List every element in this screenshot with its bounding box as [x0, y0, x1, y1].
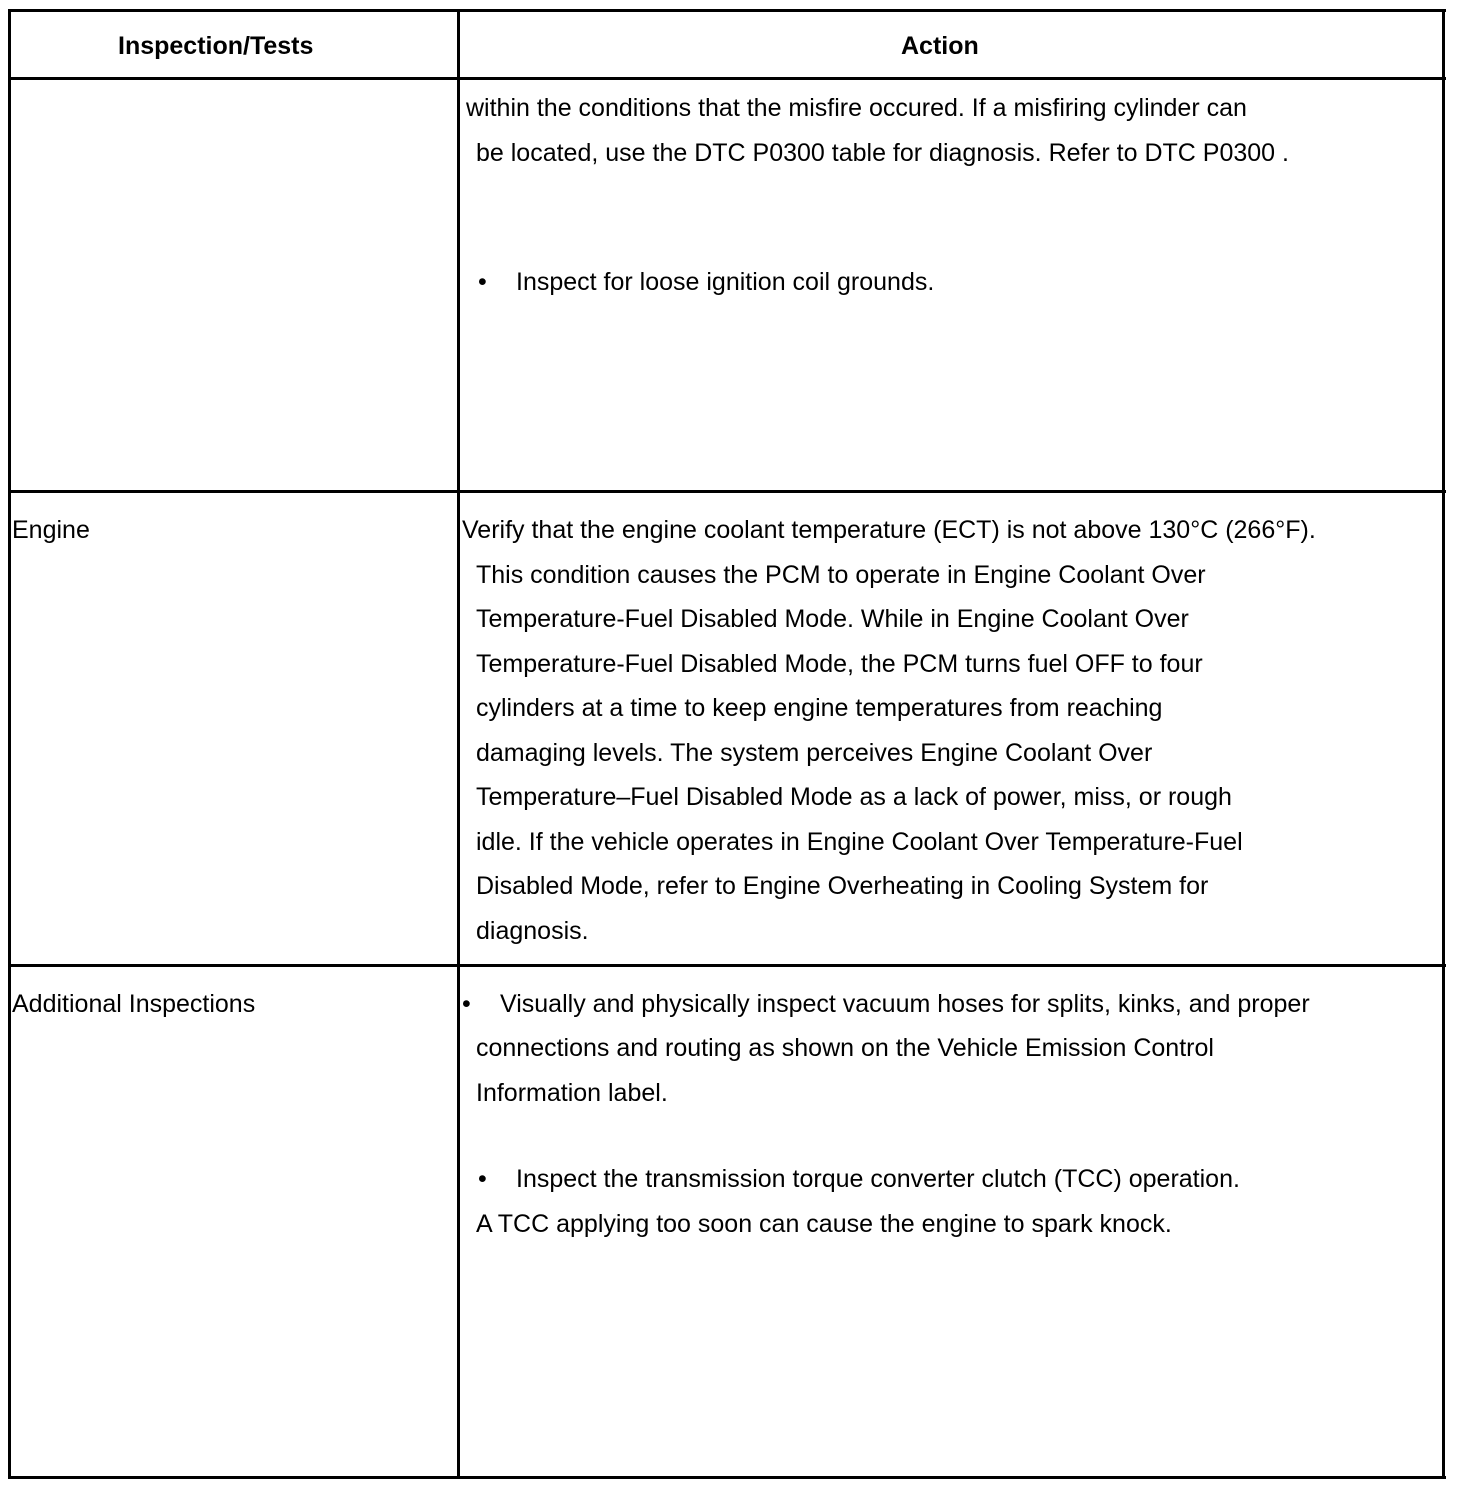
row2-action-line3: Temperature-Fuel Disabled Mode. While in Engine Coolant Over	[476, 605, 1189, 633]
row1-bullet-item	[478, 267, 934, 297]
row3-bullet2-continuation: A TCC applying too soon can cause the engine to spark knock.	[476, 1210, 1172, 1238]
header-action: Action	[901, 32, 979, 60]
row2-inspection-label: Engine	[12, 516, 90, 544]
row2-action-line8: idle. If the vehicle operates in Engine Coolant Over Temperature-Fuel	[476, 827, 1243, 856]
row2-action-line1: Verify that the engine coolant temperature (ECT) is not above 130°C (266°F).	[462, 516, 1316, 544]
row3-bullet1-text: Visually and physically inspect vacuum hoses for splits, kinks, and proper	[500, 990, 1310, 1018]
row3-inspection-label: Additional Inspections	[12, 990, 256, 1018]
row2-action-line7: Temperature–Fuel Disabled Mode as a lack of power, miss, or rough	[476, 783, 1232, 811]
row3-bullet1	[462, 989, 1310, 1019]
row2-action-line9: Disabled Mode, refer to Engine Overheating in Cooling System for	[476, 872, 1209, 900]
header-inspection-tests: Inspection/Tests	[118, 32, 314, 60]
bullet-glyph: •	[462, 990, 471, 1018]
row3-bullet1-cont-line1: connections and routing as shown on the Vehicle Emission Control	[476, 1034, 1214, 1062]
row3-bullet2	[478, 1164, 1240, 1194]
row2-action-line10: diagnosis.	[476, 916, 589, 945]
row1-action-line1: within the conditions that the misfire occured. If a misfiring cylinder can	[466, 94, 1247, 122]
row1-bullet-text: Inspect for loose ignition coil grounds.	[516, 268, 935, 296]
row3-bullet2-text: Inspect the transmission torque converter clutch (TCC) operation.	[516, 1165, 1240, 1193]
table-border-bottom	[8, 1476, 1446, 1479]
bullet-glyph: •	[478, 268, 487, 296]
table-border-top	[8, 9, 1446, 12]
bullet-glyph: •	[478, 1165, 487, 1193]
row3-bullet1-continuation	[476, 1026, 1214, 1115]
row2-action-line4: Temperature-Fuel Disabled Mode, the PCM turns fuel OFF to four	[476, 649, 1203, 678]
row-divider-2	[8, 964, 1446, 967]
row1-action-text	[466, 86, 1289, 175]
row2-action-line2: This condition causes the PCM to operate in Engine Coolant Over	[476, 560, 1206, 589]
row1-action-line2: be located, use the DTC P0300 table for diagnosis. Refer to DTC P0300 .	[476, 138, 1289, 167]
table-border-right	[1442, 9, 1445, 1479]
row3-bullet1-cont-line2: Information label.	[476, 1078, 668, 1107]
row2-action-text	[462, 508, 1316, 953]
table-border-left	[8, 9, 11, 1479]
header-divider	[8, 77, 1446, 80]
row2-action-line6: damaging levels. The system perceives Engine Coolant Over	[476, 738, 1153, 767]
row-divider-1	[8, 490, 1446, 493]
row2-action-line5: cylinders at a time to keep engine temperatures from reaching	[476, 694, 1163, 722]
column-divider	[457, 9, 460, 1479]
